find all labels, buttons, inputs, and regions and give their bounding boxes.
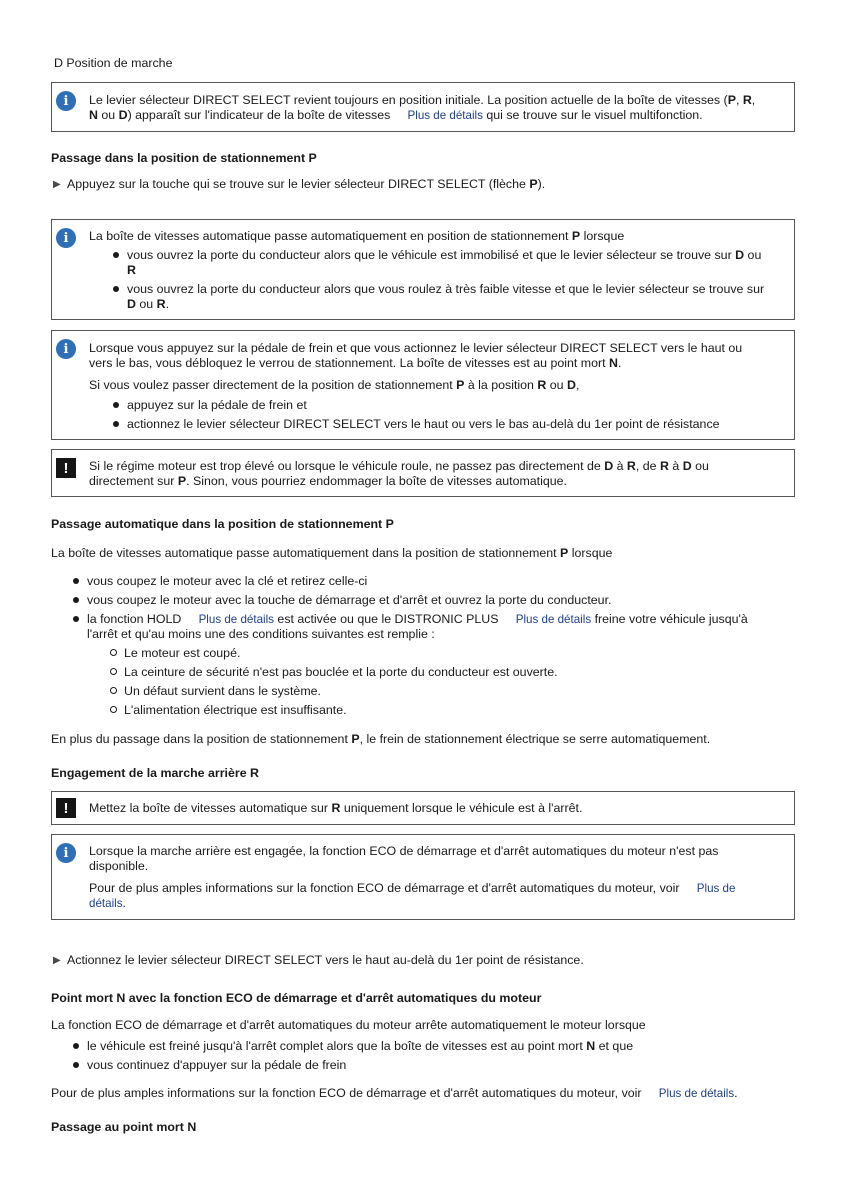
conditions-list <box>106 646 795 718</box>
details-link[interactable]: Plus de détails <box>198 613 274 626</box>
eco-intro: La fonction ECO de démarrage et d'arrêt automatiques du moteur arrête automatiquement le moteur lorsque <box>51 1018 646 1032</box>
eco-outro: Pour de plus amples informations sur la fonction ECO de démarrage et d'arrêt automatiques du moteur, voir Plus de détails. <box>51 1086 738 1100</box>
auto-park-outro: En plus du passage dans la position de stationnement P, le frein de stationnement électrique se serre automatiquement. <box>51 732 711 746</box>
list-item: actionnez le levier sélecteur DIRECT SELECT vers le haut ou vers le bas au-delà du 1er point de résistance <box>109 417 784 432</box>
heading-neutral-eco: Point mort N avec la fonction ECO de démarrage et d'arrêt automatiques du moteur <box>51 991 542 1005</box>
list-item: appuyez sur la pédale de frein et <box>109 398 784 413</box>
info-box-auto-park: i La boîte de vitesses automatique passe automatiquement en position de stationnement P lorsque vous ouvrez la porte du conducteur alors que le véhicule est immobilisé et que le levier sélecteur se trouve sur D ou R vous ouvrez la porte du conducteur alors que vous roulez à très faible vitesse et que le levier sélecteur se trouve sur D ou R. <box>51 219 795 320</box>
list-item: La ceinture de sécurité n'est pas bouclée et la porte du conducteur est ouverte. <box>106 665 795 680</box>
list-item: la fonction HOLD Plus de détails est activée ou que le DISTRONIC PLUS Plus de détails freine votre véhicule jusqu'à l'arrêt et qu'au moins une des conditions suivantes est remplie : <box>69 612 795 642</box>
list-item: vous coupez le moteur avec la clé et retirez celle-ci <box>69 574 795 589</box>
list-item: le véhicule est freiné jusqu'à l'arrêt complet alors que la boîte de vitesses est au point mort N et que <box>69 1039 795 1054</box>
list-item: vous continuez d'appuyer sur la pédale de frein <box>69 1058 795 1073</box>
info-box-eco: i Lorsque la marche arrière est engagée, la fonction ECO de démarrage et d'arrêt automatiques du moteur n'est pas disponible. Pour de plus amples informations sur la fonction ECO de démarrage et d'arrêt automatiques du moteur, voir Plus de détails. <box>51 834 795 920</box>
info-icon: i <box>56 339 76 359</box>
list-item: vous coupez le moteur avec la touche de démarrage et d'arrêt et ouvrez la porte du conducteur. <box>69 593 795 608</box>
list-item: Un défaut survient dans le système. <box>106 684 795 699</box>
info-box-unlock: i Lorsque vous appuyez sur la pédale de frein et que vous actionnez le levier sélecteur DIRECT SELECT vers le haut ou vers le bas, vous débloquez le verrou de stationnement. La boîte de vitesses est au point mort N. Si vous voulez passer directement de la position de stationnement P à la position R ou D, appuyez sur la pédale de frein et actionnez le levier sélecteur DIRECT SELECT vers le haut ou vers le bas au-delà du 1er point de résistance <box>51 330 795 440</box>
position-d-label: D Position de marche <box>54 56 173 70</box>
details-link[interactable]: Plus de détails <box>407 109 483 122</box>
heading-neutral: Passage au point mort N <box>51 1120 197 1134</box>
step-park: ▶ Appuyez sur la touche qui se trouve sur le levier sélecteur DIRECT SELECT (flèche P). <box>51 177 797 192</box>
list-item: vous ouvrez la porte du conducteur alors que le véhicule est immobilisé et que le levier sélecteur se trouve sur D ou R <box>109 248 784 278</box>
info-icon: i <box>56 228 76 248</box>
info-icon: i <box>56 843 76 863</box>
heading-reverse: Engagement de la marche arrière R <box>51 766 259 780</box>
eco-list <box>69 1039 795 1073</box>
step-reverse: ▶ Actionnez le levier sélecteur DIRECT SELECT vers le haut au-delà du 1er point de résistance. <box>51 953 797 968</box>
warning-icon: ! <box>56 458 76 478</box>
warning-box-reverse: ! Mettez la boîte de vitesses automatique sur R uniquement lorsque le véhicule est à l'arrêt. <box>51 791 795 825</box>
auto-park-intro: La boîte de vitesses automatique passe automatiquement dans la position de stationnement P lorsque <box>51 546 613 560</box>
warning-icon: ! <box>56 798 76 818</box>
details-link[interactable]: détails <box>89 897 123 910</box>
list-item: Le moteur est coupé. <box>106 646 795 661</box>
details-link[interactable]: Plus de détails <box>515 613 592 626</box>
info-box-selector: i Le levier sélecteur DIRECT SELECT revient toujours en position initiale. La position actuelle de la boîte de vitesses (P, R, N ou D) apparaît sur l'indicateur de la boîte de vitesses Plus de détails qui se trouve sur le visuel multifonction. <box>51 82 795 132</box>
heading-auto-park: Passage automatique dans la position de stationnement P <box>51 517 394 531</box>
heading-park: Passage dans la position de stationnement P <box>51 151 317 165</box>
details-link[interactable]: Plus de détails <box>658 1087 735 1100</box>
details-link[interactable]: Plus de <box>696 882 736 895</box>
warning-box-shift: ! Si le régime moteur est trop élevé ou lorsque le véhicule roule, ne passez pas directement de D à R, de R à D ou directement sur P. Sinon, vous pourriez endommager la boîte de vitesses automatique. <box>51 449 795 497</box>
auto-park-list <box>69 574 795 718</box>
list-item: L'alimentation électrique est insuffisante. <box>106 703 795 718</box>
list-item: vous ouvrez la porte du conducteur alors que vous roulez à très faible vitesse et que le levier sélecteur se trouve sur D ou R. <box>109 282 784 312</box>
manual-page <box>51 0 797 1134</box>
info-icon: i <box>56 91 76 111</box>
